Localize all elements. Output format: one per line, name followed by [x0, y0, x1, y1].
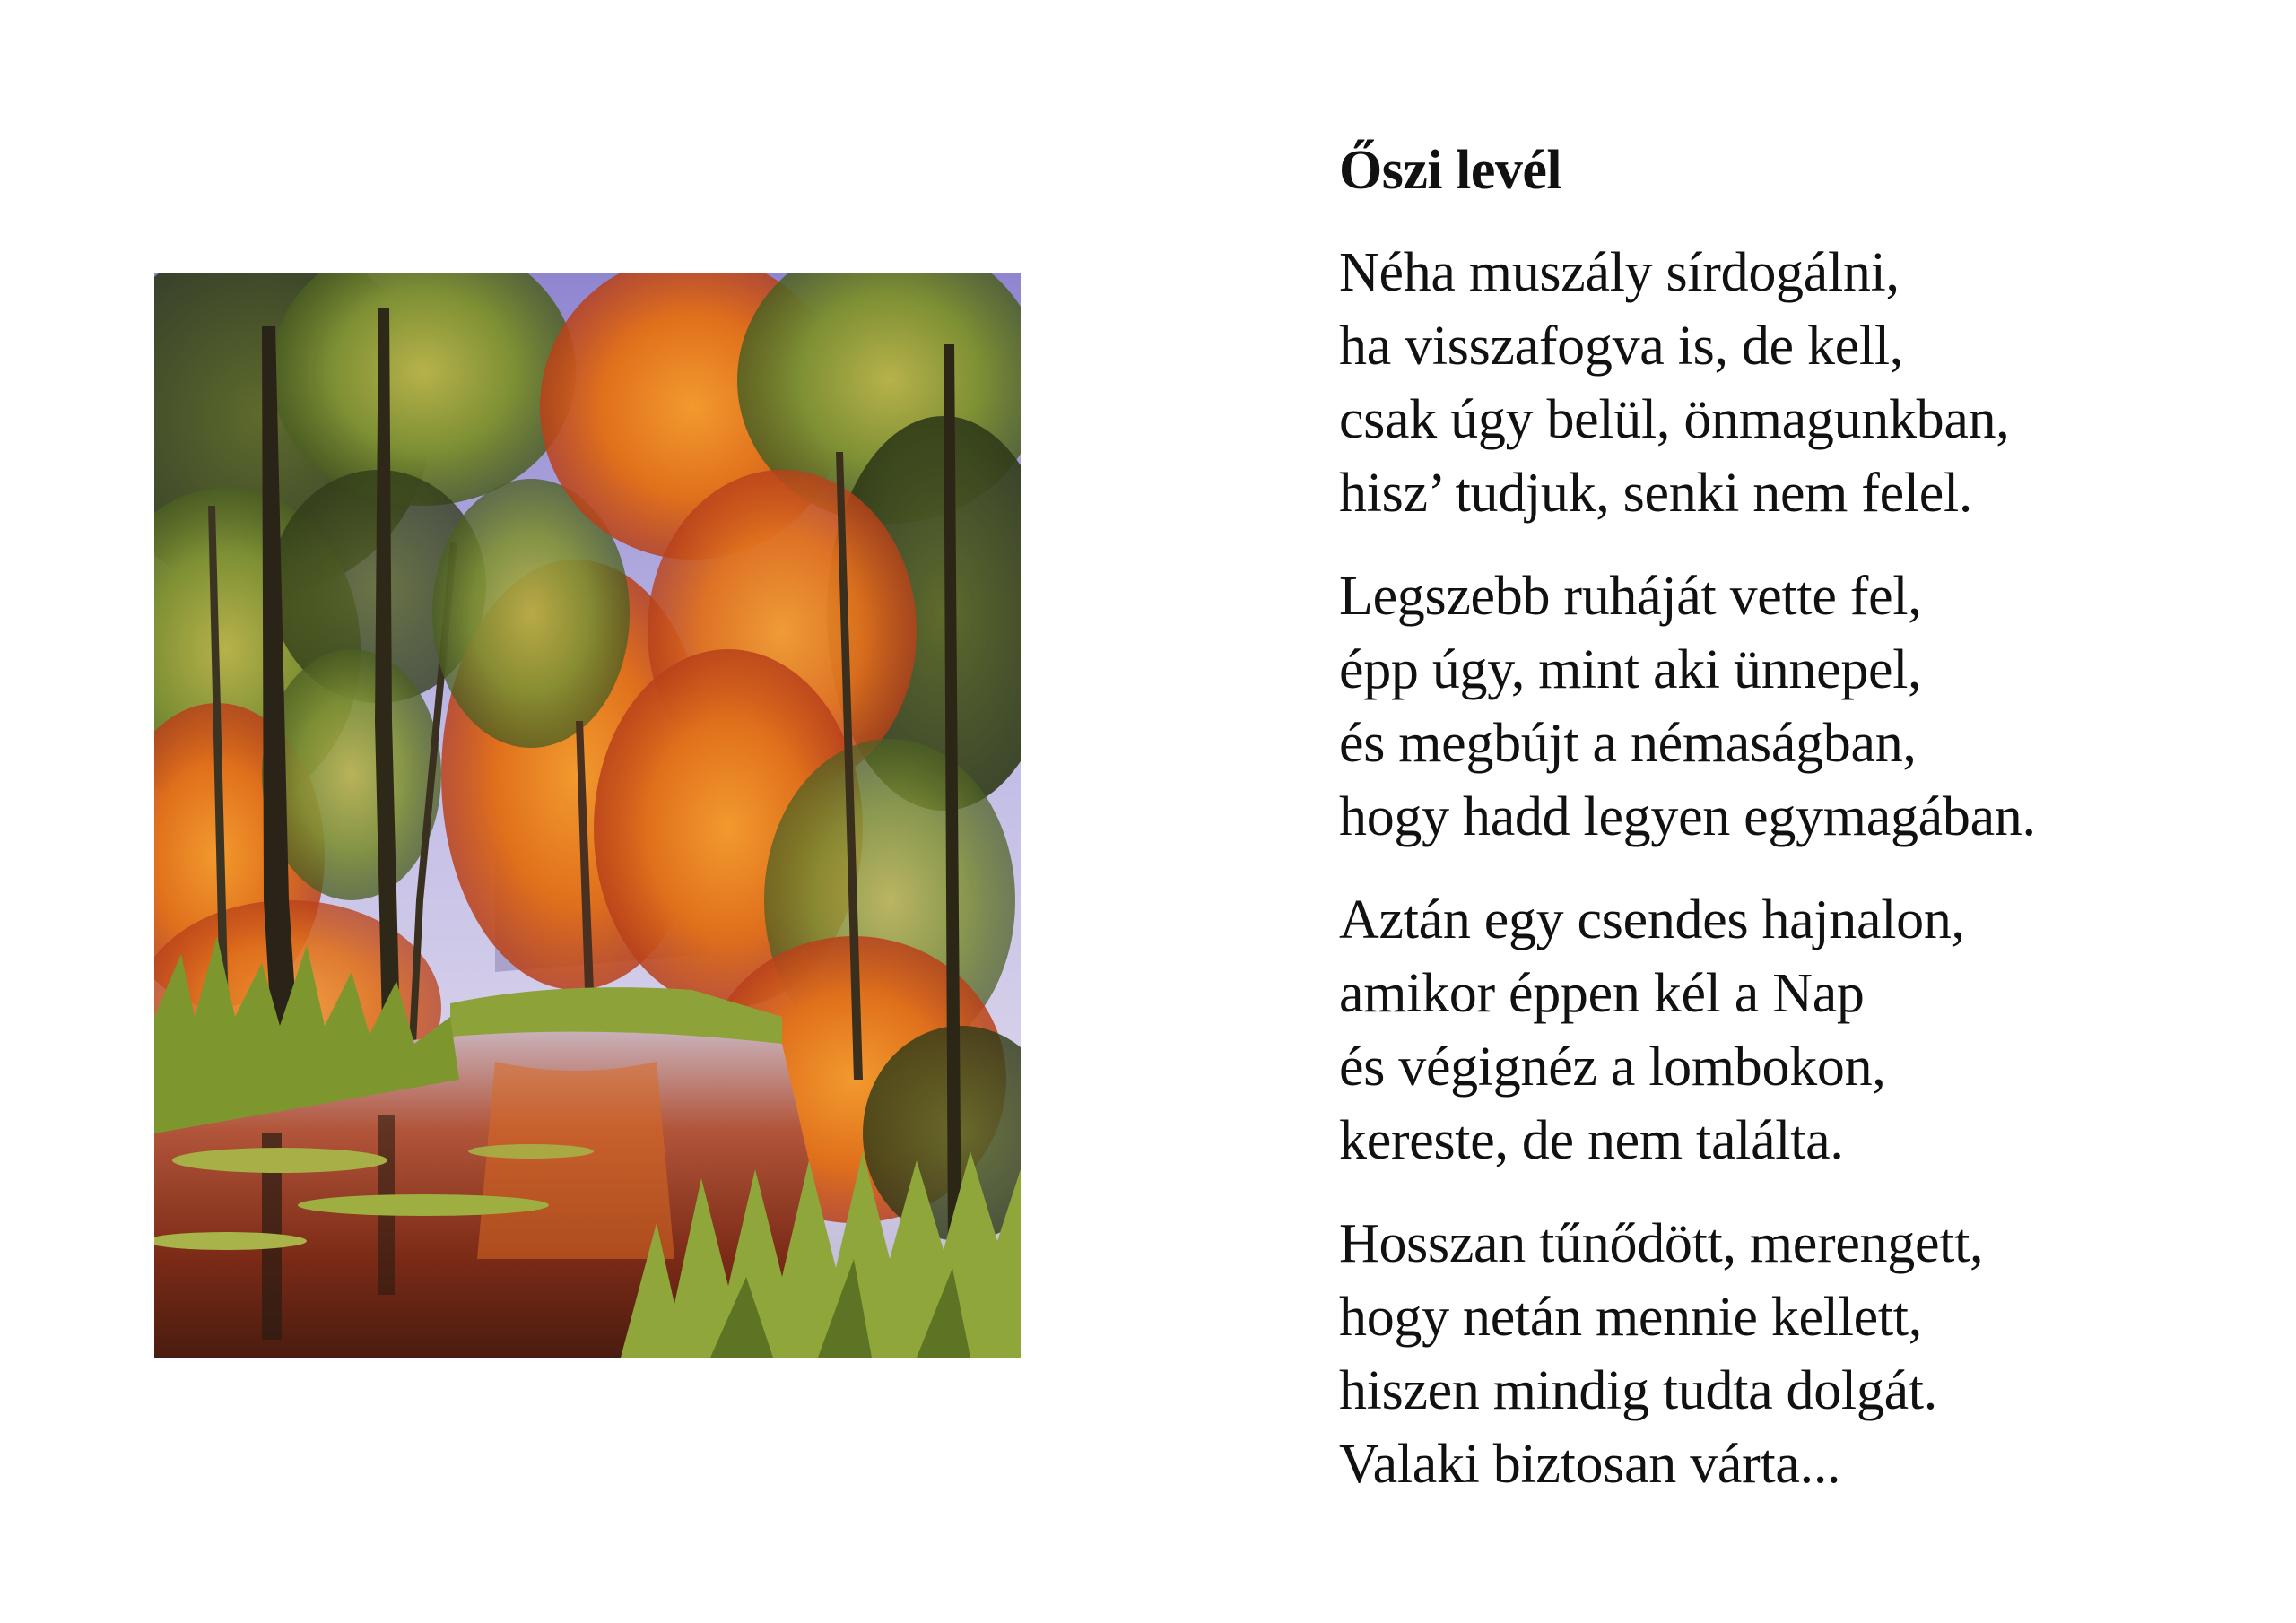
poem-title: Őszi levél [1339, 140, 1562, 201]
stanza-4 [1339, 1207, 2254, 1501]
poem-line: hiszen mindig tudta dolgát. [1339, 1360, 1937, 1421]
poem-line: és megbújt a némaságban, [1339, 713, 1917, 774]
poem-line: Aztán egy csendes hajnalon, [1339, 890, 1965, 950]
poem-line: Hosszan tűnődött, merengett, [1339, 1213, 1984, 1274]
poem-line: Legszebb ruháját vette fel, [1339, 566, 1922, 627]
poem-line: épp úgy, mint aki ünnepel, [1339, 639, 1922, 700]
autumn-forest-river-painting-icon [154, 273, 1021, 1358]
autumn-painting [154, 273, 1021, 1358]
poem-line: kereste, de nem találta. [1339, 1110, 1844, 1171]
stanza-3 [1339, 883, 2254, 1177]
poem-line: Néha muszály sírdogálni, [1339, 242, 1900, 303]
stanza-2 [1339, 560, 2254, 854]
poem-line: ha visszafogva is, de kell, [1339, 316, 1903, 377]
poem-line: hogy hadd legyen egymagában. [1339, 786, 2036, 847]
poem-line: amikor éppen kél a Nap [1339, 963, 1865, 1024]
poem-line: csak úgy belül, önmagunkban, [1339, 389, 2010, 450]
stanza-1 [1339, 236, 2254, 530]
poem-line: Valaki biztosan várta... [1339, 1434, 1841, 1495]
poem-line: hisz’ tudjuk, senki nem felel. [1339, 463, 1973, 524]
poem [1339, 135, 2254, 1531]
poem-line: hogy netán mennie kellett, [1339, 1287, 1922, 1348]
poem-line: és végignéz a lombokon, [1339, 1037, 1886, 1098]
